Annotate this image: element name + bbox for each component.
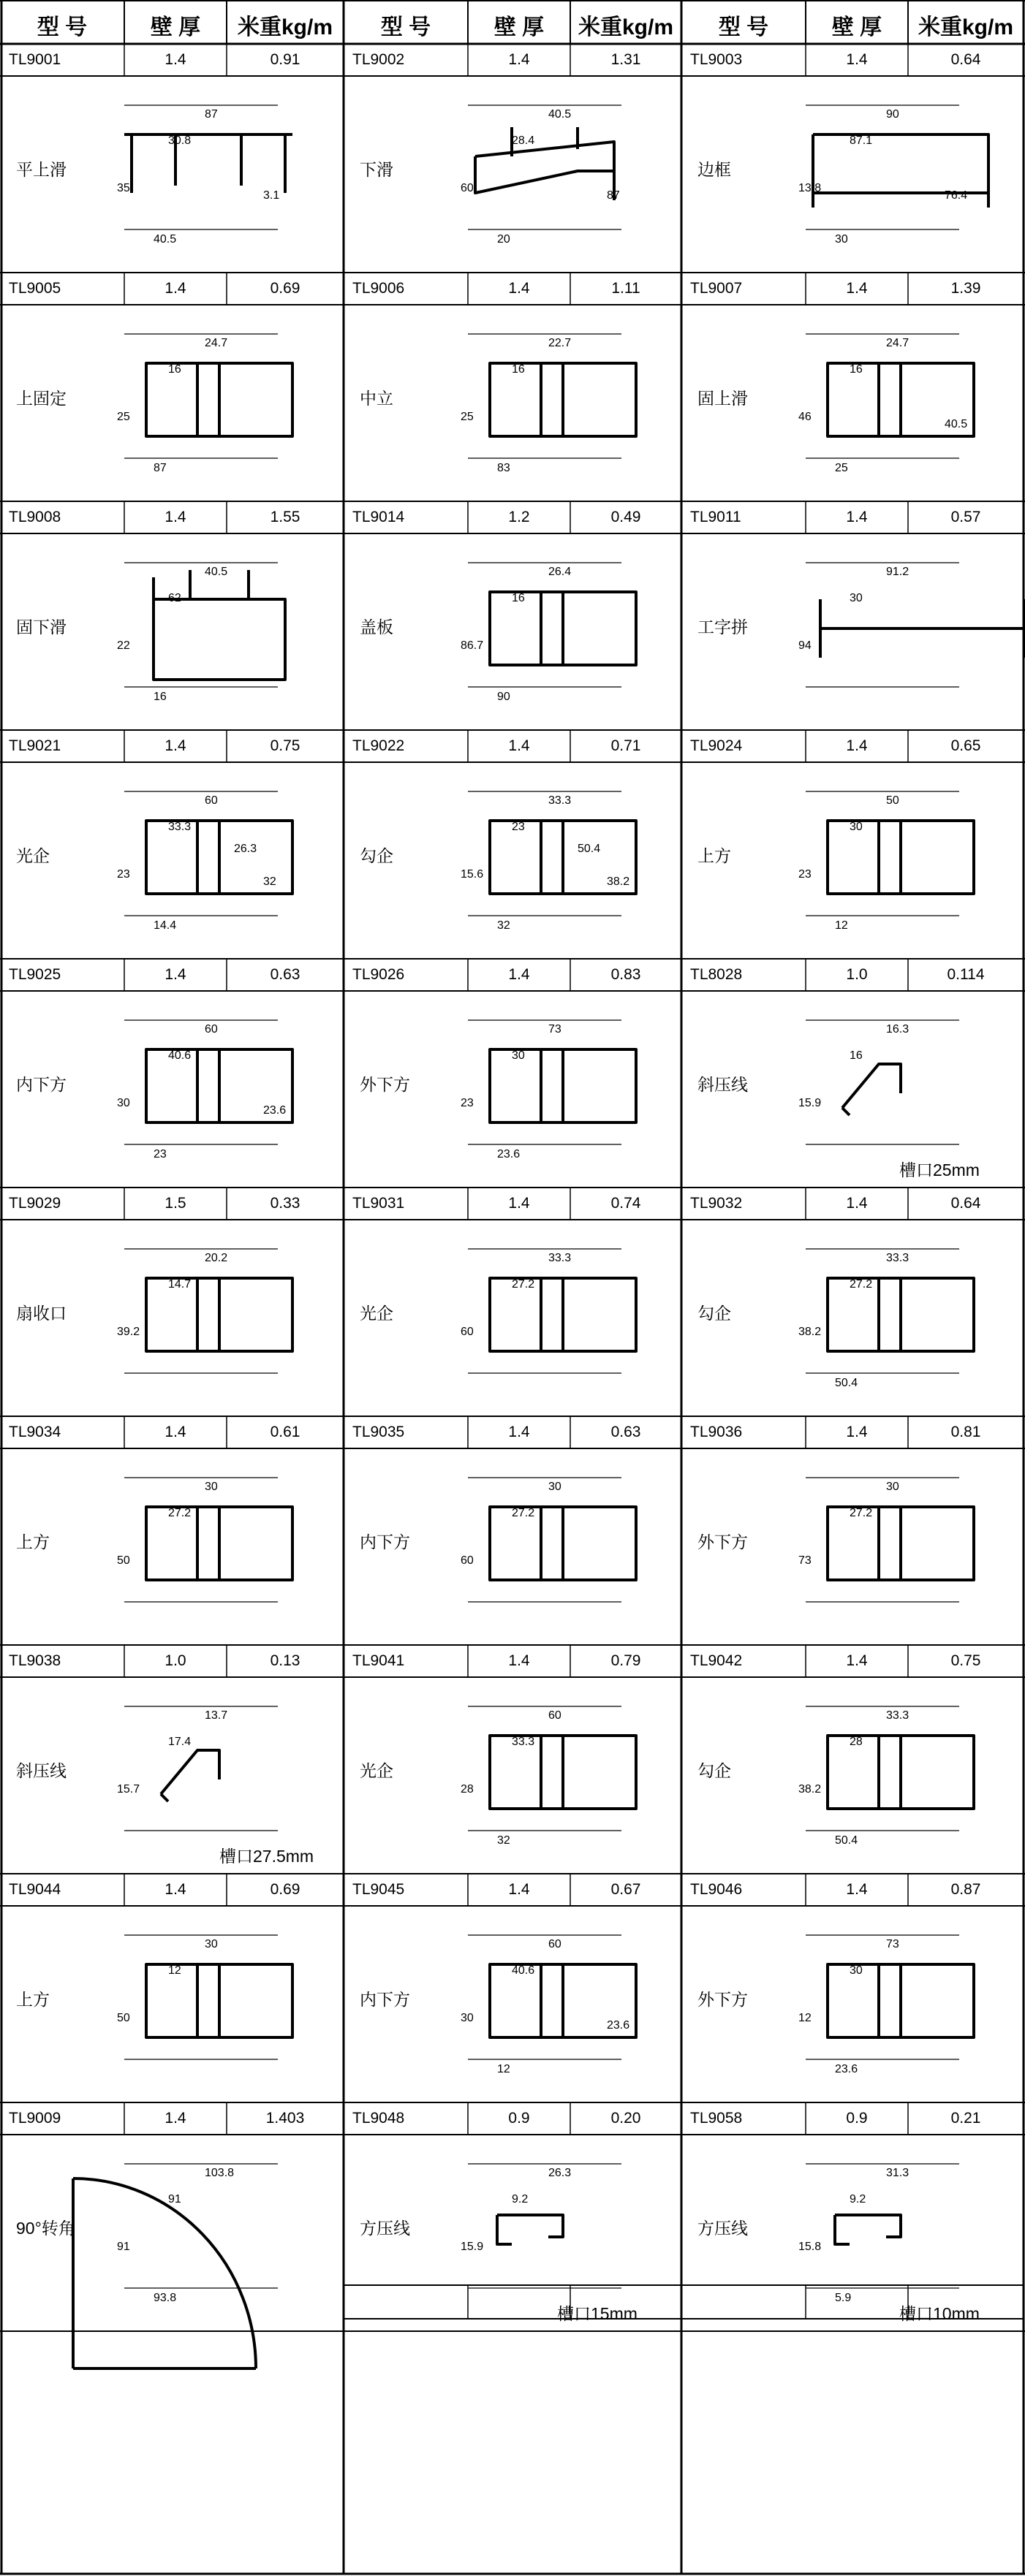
weight-per-meter: 0.79	[610, 1652, 641, 1669]
profile-name: 固上滑	[697, 389, 748, 408]
wall-thickness: 1.0	[846, 966, 868, 983]
model-number: TL9008	[9, 509, 61, 525]
model-number: TL9025	[9, 966, 61, 983]
dimension-label: 50.4	[835, 1834, 858, 1847]
dimension-label: 17.4	[168, 1736, 192, 1748]
dimension-label: 25	[835, 462, 848, 474]
dimension-label: 25	[117, 411, 130, 423]
profile-name: 上固定	[16, 389, 67, 408]
dimension-label: 86.7	[461, 639, 484, 652]
slot-note: 槽口25mm	[899, 1160, 980, 1179]
profile-name: 上方	[16, 1990, 50, 2009]
dimension-label: 60	[548, 1938, 561, 1950]
dimension-label: 87.1	[850, 134, 873, 147]
profile-name: 光企	[360, 1304, 393, 1323]
dimension-label: 30	[205, 1481, 218, 1493]
model-number: TL9005	[9, 280, 61, 297]
profile-name: 外下方	[360, 1075, 410, 1094]
model-number: TL9029	[9, 1195, 61, 1212]
dimension-label: 32	[497, 919, 510, 932]
dimension-label: 91	[168, 2193, 181, 2205]
profile-name: 斜压线	[16, 1761, 67, 1780]
dimension-label: 33.3	[512, 1736, 535, 1748]
dimension-label: 28	[461, 1783, 474, 1796]
dimension-label: 23	[798, 868, 812, 881]
model-number: TL9021	[9, 737, 61, 754]
weight-per-meter: 1.39	[950, 280, 981, 297]
header-weight-label: 米重kg/m	[918, 15, 1014, 39]
wall-thickness: 1.4	[508, 51, 530, 68]
dimension-label: 33.3	[548, 794, 572, 807]
dimension-label: 35	[117, 182, 130, 194]
dimension-label: 28.4	[512, 134, 535, 147]
dimension-label: 50	[117, 2012, 130, 2024]
dimension-label: 26.3	[548, 2167, 572, 2179]
dimension-label: 94	[798, 639, 812, 652]
dimension-label: 46	[798, 411, 812, 423]
dimension-label: 15.8	[798, 2241, 822, 2253]
profile-name: 外下方	[697, 1532, 748, 1551]
weight-per-meter: 1.31	[610, 51, 641, 68]
profile-outline	[154, 570, 285, 680]
dimension-label: 91	[117, 2241, 130, 2253]
dimension-label: 27.2	[512, 1507, 535, 1519]
profile-outline	[161, 1750, 219, 1801]
dimension-label: 20.2	[205, 1252, 228, 1264]
dimension-label: 40.5	[945, 418, 968, 430]
dimension-label: 12	[798, 2012, 812, 2024]
profile-outline	[475, 127, 614, 200]
profile-name: 勾企	[697, 1304, 731, 1323]
dimension-label: 39.2	[117, 1326, 140, 1338]
dimension-label: 9.2	[512, 2193, 529, 2205]
profile-outline	[820, 599, 1025, 658]
weight-per-meter: 0.69	[270, 1881, 300, 1898]
weight-per-meter: 0.75	[950, 1652, 981, 1669]
model-number: TL9026	[352, 966, 405, 983]
dimension-label: 32	[263, 875, 276, 888]
dimension-label: 31.3	[886, 2167, 909, 2179]
dimension-label: 23	[154, 1148, 167, 1160]
profile-name: 勾企	[360, 846, 393, 865]
header-thickness-label: 壁 厚	[831, 15, 882, 39]
profile-name: 内下方	[360, 1532, 410, 1551]
weight-per-meter: 0.87	[950, 1881, 981, 1898]
weight-per-meter: 1.55	[270, 509, 300, 525]
profile-outline	[842, 1064, 901, 1115]
model-number: TL9014	[352, 509, 405, 525]
header-weight-label: 米重kg/m	[578, 15, 674, 39]
wall-thickness: 1.4	[508, 1195, 530, 1212]
dimension-label: 73	[548, 1023, 561, 1036]
profile-name: 盖板	[360, 618, 393, 637]
profile-name: 勾企	[697, 1761, 731, 1780]
weight-per-meter: 0.63	[270, 966, 300, 983]
dimension-label: 93.8	[154, 2292, 177, 2304]
weight-per-meter: 0.49	[610, 509, 641, 525]
dimension-label: 26.4	[548, 566, 572, 578]
weight-per-meter: 0.74	[610, 1195, 641, 1212]
dimension-label: 15.9	[461, 2241, 484, 2253]
dimension-label: 38.2	[798, 1783, 822, 1796]
dimension-label: 9.2	[850, 2193, 866, 2205]
dimension-label: 16	[512, 363, 525, 376]
wall-thickness: 0.9	[508, 2110, 530, 2127]
dimension-label: 27.2	[850, 1278, 873, 1291]
weight-per-meter: 0.114	[947, 966, 985, 983]
wall-thickness: 1.2	[508, 509, 530, 525]
wall-thickness: 1.4	[846, 1195, 868, 1212]
profile-name: 方压线	[697, 2219, 748, 2238]
profile-name: 内下方	[360, 1990, 410, 2009]
profile-name: 上方	[697, 846, 731, 865]
dimension-label: 24.7	[886, 337, 909, 349]
dimension-label: 33.3	[168, 821, 192, 833]
dimension-label: 30	[117, 1097, 130, 1109]
profile-name: 内下方	[16, 1075, 67, 1094]
profile-name: 扇收口	[16, 1304, 67, 1323]
profile-name: 斜压线	[697, 1075, 748, 1094]
dimension-label: 40.6	[168, 1049, 192, 1062]
dimension-label: 40.6	[512, 1964, 535, 1977]
profile-name: 上方	[16, 1532, 50, 1551]
profile-outline	[73, 2178, 256, 2368]
dimension-label: 23.6	[607, 2019, 630, 2032]
wall-thickness: 0.9	[846, 2110, 868, 2127]
profile-name: 90°转角	[16, 2219, 75, 2238]
slot-note: 槽口27.5mm	[219, 1847, 314, 1866]
model-number: TL8028	[690, 966, 743, 983]
dimension-label: 50	[886, 794, 899, 807]
wall-thickness: 1.5	[164, 1195, 186, 1212]
weight-per-meter: 1.403	[265, 2110, 305, 2127]
model-number: TL9046	[690, 1881, 743, 1898]
model-number: TL9032	[690, 1195, 743, 1212]
dimension-label: 62	[168, 592, 181, 604]
wall-thickness: 1.4	[508, 966, 530, 983]
profile-outline	[124, 134, 292, 193]
dimension-label: 32	[497, 1834, 510, 1847]
weight-per-meter: 0.63	[610, 1424, 641, 1440]
dimension-label: 22.7	[548, 337, 572, 349]
weight-per-meter: 1.11	[611, 280, 640, 297]
dimension-label: 60	[548, 1709, 561, 1722]
dimension-label: 50.4	[578, 843, 601, 855]
profile-name: 固下滑	[16, 618, 67, 637]
dimension-label: 16.3	[886, 1023, 909, 1036]
profile-name: 工字拼	[697, 618, 748, 637]
dimension-label: 23.6	[263, 1104, 287, 1117]
wall-thickness: 1.4	[846, 1881, 868, 1898]
dimension-label: 13.7	[205, 1709, 228, 1722]
dimension-label: 40.5	[548, 108, 572, 121]
header-thickness-label: 壁 厚	[150, 15, 201, 39]
dimension-label: 30	[850, 592, 863, 604]
wall-thickness: 1.4	[164, 509, 186, 525]
weight-per-meter: 0.61	[270, 1424, 300, 1440]
weight-per-meter: 0.64	[950, 51, 981, 68]
dimension-label: 12	[497, 2063, 510, 2075]
dimension-label: 103.8	[205, 2167, 235, 2179]
weight-per-meter: 0.67	[610, 1881, 641, 1898]
wall-thickness: 1.4	[508, 1881, 530, 1898]
header-model-label: 型 号	[37, 15, 88, 39]
dimension-label: 30	[850, 821, 863, 833]
model-number: TL9006	[352, 280, 405, 297]
profile-name: 平上滑	[16, 160, 67, 179]
dimension-label: 14.7	[168, 1278, 192, 1291]
wall-thickness: 1.4	[508, 737, 530, 754]
dimension-label: 73	[798, 1554, 812, 1567]
dimension-label: 28	[850, 1736, 863, 1748]
wall-thickness: 1.4	[164, 1424, 186, 1440]
wall-thickness: 1.4	[508, 1652, 530, 1669]
dimension-label: 23.6	[497, 1148, 521, 1160]
dimension-label: 15.6	[461, 868, 484, 881]
dimension-label: 90	[886, 108, 899, 121]
dimension-label: 73	[886, 1938, 899, 1950]
dimension-label: 15.9	[798, 1097, 822, 1109]
wall-thickness: 1.4	[508, 1424, 530, 1440]
profile-name: 边框	[697, 160, 731, 179]
model-number: TL9058	[690, 2110, 743, 2127]
profile-name: 光企	[16, 846, 50, 865]
dimension-label: 87	[607, 189, 620, 202]
wall-thickness: 1.4	[846, 509, 868, 525]
model-number: TL9045	[352, 1881, 405, 1898]
model-number: TL9034	[9, 1424, 61, 1440]
profile-outline	[835, 2215, 901, 2244]
dimension-label: 23	[117, 868, 130, 881]
wall-thickness: 1.4	[164, 280, 186, 297]
dimension-label: 23	[512, 821, 525, 833]
weight-per-meter: 0.81	[950, 1424, 981, 1440]
weight-per-meter: 0.64	[950, 1195, 981, 1212]
dimension-label: 3.1	[263, 189, 280, 202]
dimension-label: 12	[168, 1964, 181, 1977]
dimension-label: 16	[850, 1049, 863, 1062]
model-number: TL9003	[690, 51, 743, 68]
header-model-label: 型 号	[718, 15, 769, 39]
dimension-label: 60	[205, 1023, 218, 1036]
profile-outline	[497, 2215, 563, 2244]
dimension-label: 30	[886, 1481, 899, 1493]
dimension-label: 13.8	[798, 182, 822, 194]
weight-per-meter: 0.21	[950, 2110, 981, 2127]
model-number: TL9036	[690, 1424, 743, 1440]
dimension-label: 27.2	[850, 1507, 873, 1519]
model-number: TL9002	[352, 51, 405, 68]
dimension-label: 40.5	[154, 233, 177, 246]
dimension-label: 23	[461, 1097, 474, 1109]
model-number: TL9024	[690, 737, 743, 754]
profile-name: 下滑	[360, 160, 393, 179]
dimension-label: 87	[205, 108, 218, 121]
weight-per-meter: 0.20	[610, 2110, 641, 2127]
profile-name: 光企	[360, 1761, 393, 1780]
dimension-label: 16	[512, 592, 525, 604]
wall-thickness: 1.4	[846, 280, 868, 297]
dimension-label: 91.2	[886, 566, 909, 578]
model-number: TL9035	[352, 1424, 405, 1440]
weight-per-meter: 0.83	[610, 966, 641, 983]
wall-thickness: 1.4	[164, 1881, 186, 1898]
dimension-label: 15.7	[117, 1783, 140, 1796]
weight-per-meter: 0.71	[610, 737, 641, 754]
wall-thickness: 1.4	[164, 51, 186, 68]
dimension-label: 30	[205, 1938, 218, 1950]
model-number: TL9011	[690, 509, 741, 525]
weight-per-meter: 0.69	[270, 280, 300, 297]
dimension-label: 33.3	[548, 1252, 572, 1264]
header-model-label: 型 号	[380, 15, 431, 39]
dimension-label: 60	[205, 794, 218, 807]
dimension-label: 30.8	[168, 134, 192, 147]
dimension-label: 87	[154, 462, 167, 474]
slot-note: 槽口15mm	[557, 2304, 638, 2323]
dimension-label: 23.6	[835, 2063, 858, 2075]
dimension-label: 30	[548, 1481, 561, 1493]
dimension-label: 50.4	[835, 1377, 858, 1389]
dimension-label: 30	[461, 2012, 474, 2024]
model-number: TL9022	[352, 737, 405, 754]
model-number: TL9041	[352, 1652, 405, 1669]
weight-per-meter: 0.57	[950, 509, 981, 525]
weight-per-meter: 0.65	[950, 737, 981, 754]
dimension-label: 30	[835, 233, 848, 246]
weight-per-meter: 0.13	[270, 1652, 300, 1669]
dimension-label: 14.4	[154, 919, 177, 932]
wall-thickness: 1.4	[508, 280, 530, 297]
model-number: TL9042	[690, 1652, 743, 1669]
dimension-label: 24.7	[205, 337, 228, 349]
model-number: TL9038	[9, 1652, 61, 1669]
dimension-label: 20	[497, 233, 510, 246]
dimension-label: 22	[117, 639, 130, 652]
wall-thickness: 1.4	[846, 1652, 868, 1669]
dimension-label: 30	[512, 1049, 525, 1062]
dimension-label: 25	[461, 411, 474, 423]
model-number: TL9044	[9, 1881, 61, 1898]
dimension-label: 33.3	[886, 1709, 909, 1722]
model-number: TL9048	[352, 2110, 405, 2127]
slot-note: 槽口10mm	[899, 2304, 980, 2323]
dimension-label: 50	[117, 1554, 130, 1567]
dimension-label: 60	[461, 182, 474, 194]
model-number: TL9031	[352, 1195, 405, 1212]
model-number: TL9009	[9, 2110, 61, 2127]
wall-thickness: 1.4	[846, 51, 868, 68]
weight-per-meter: 0.33	[270, 1195, 300, 1212]
dimension-label: 38.2	[798, 1326, 822, 1338]
weight-per-meter: 0.75	[270, 737, 300, 754]
dimension-label: 38.2	[607, 875, 630, 888]
wall-thickness: 1.4	[846, 737, 868, 754]
header-weight-label: 米重kg/m	[237, 15, 333, 39]
profile-name: 方压线	[360, 2219, 410, 2238]
dimension-label: 27.2	[168, 1507, 192, 1519]
dimension-label: 12	[835, 919, 848, 932]
wall-thickness: 1.4	[164, 966, 186, 983]
dimension-label: 16	[154, 691, 167, 703]
dimension-label: 40.5	[205, 566, 228, 578]
dimension-label: 83	[497, 462, 510, 474]
dimension-label: 16	[850, 363, 863, 376]
dimension-label: 27.2	[512, 1278, 535, 1291]
dimension-label: 30	[850, 1964, 863, 1977]
wall-thickness: 1.4	[164, 2110, 186, 2127]
wall-thickness: 1.4	[846, 1424, 868, 1440]
dimension-label: 76.4	[945, 189, 968, 202]
header-thickness-label: 壁 厚	[493, 15, 545, 39]
model-number: TL9007	[690, 280, 743, 297]
profile-name: 外下方	[697, 1990, 748, 2009]
dimension-label: 16	[168, 363, 181, 376]
dimension-label: 5.9	[835, 2292, 852, 2304]
dimension-label: 60	[461, 1554, 474, 1567]
wall-thickness: 1.0	[164, 1652, 186, 1669]
model-number: TL9001	[9, 51, 61, 68]
dimension-label: 90	[497, 691, 510, 703]
weight-per-meter: 0.91	[270, 51, 300, 68]
profile-name: 中立	[360, 389, 393, 408]
dimension-label: 33.3	[886, 1252, 909, 1264]
wall-thickness: 1.4	[164, 737, 186, 754]
dimension-label: 26.3	[234, 843, 257, 855]
dimension-label: 60	[461, 1326, 474, 1338]
